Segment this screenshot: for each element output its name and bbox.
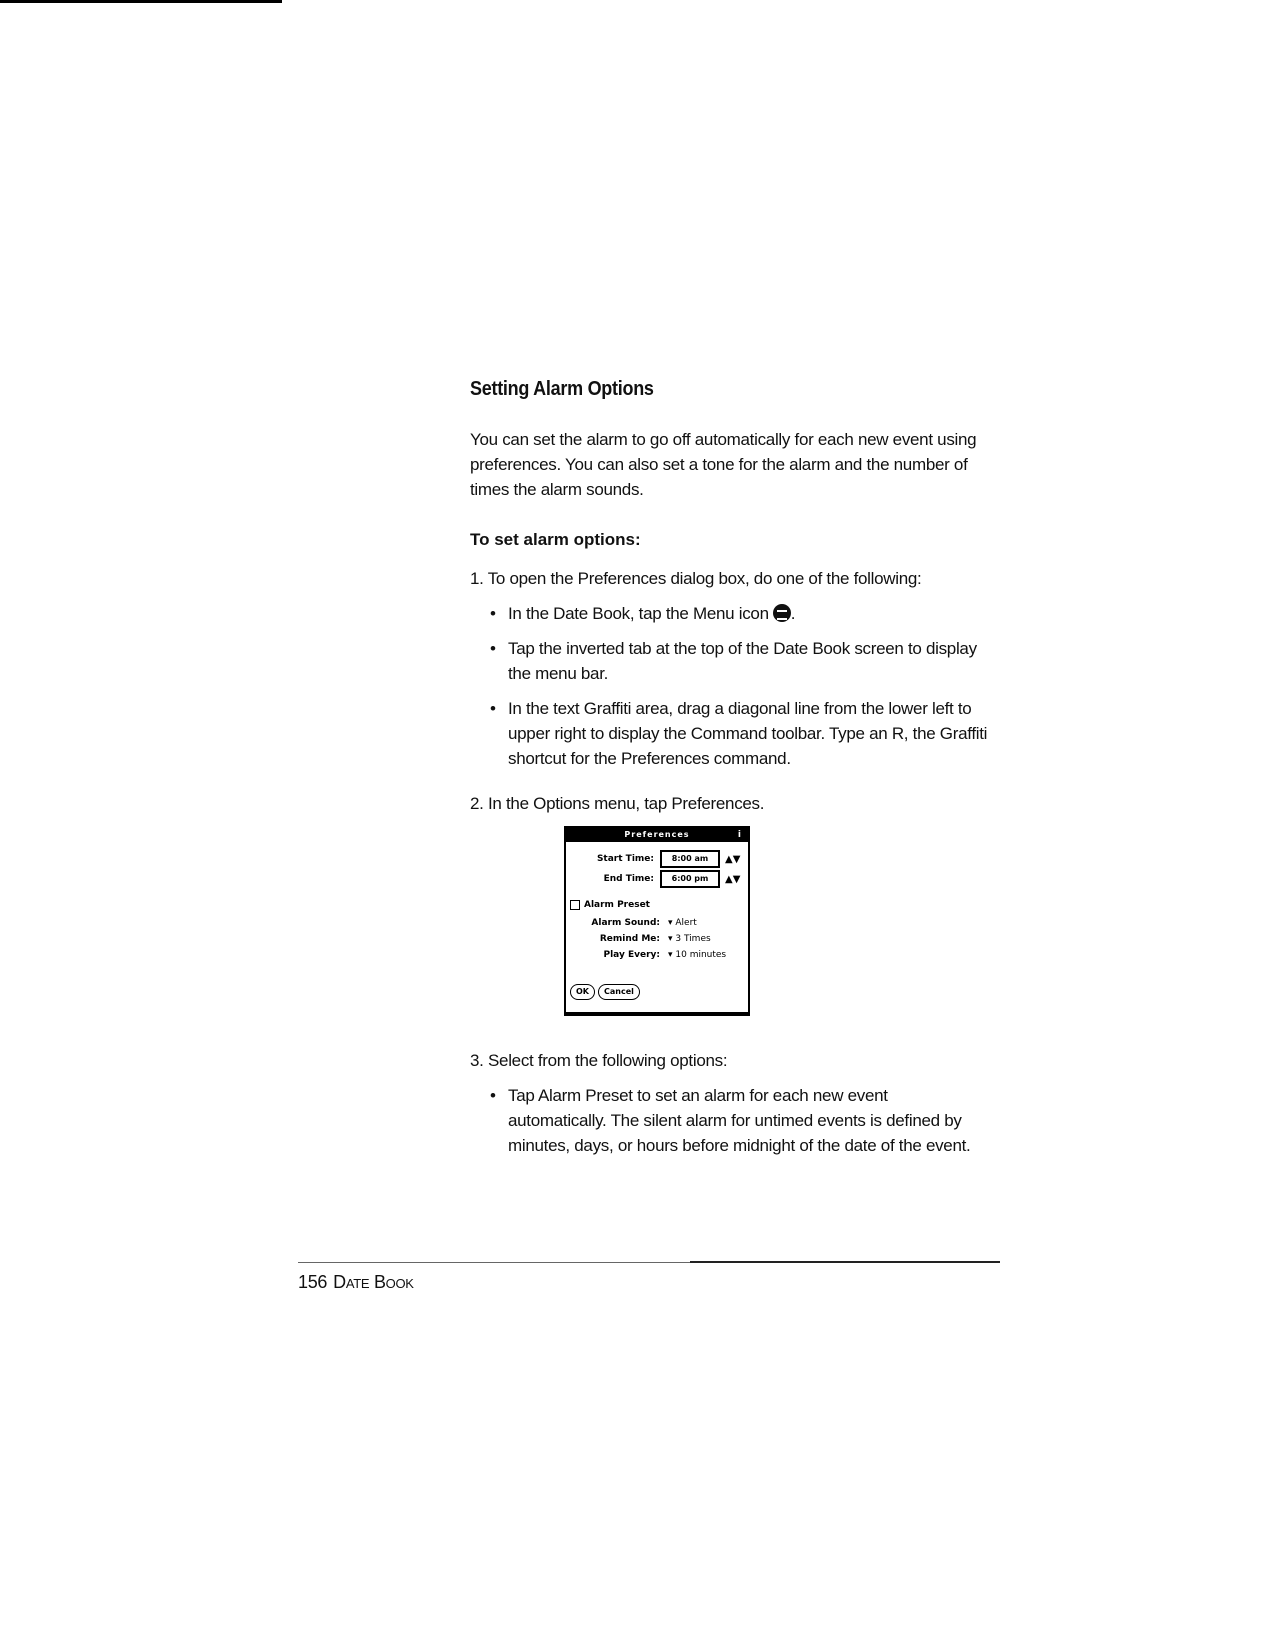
play-every-picker[interactable]: ▾ 10 minutes	[668, 950, 727, 960]
alarm-sound-picker[interactable]: ▾ Alert	[668, 918, 697, 928]
end-time-label: End Time:	[603, 874, 654, 884]
page-content	[470, 378, 990, 1178]
ok-button[interactable]: OK	[570, 984, 595, 1000]
bullet-text-end: .	[790, 604, 796, 623]
footer-divider-accent	[690, 1261, 1000, 1263]
step-3-options	[470, 1083, 990, 1158]
intro-paragraph: You can set the alarm to go off automatically for each new event using preferences. You can also set a tone for the alarm and the number of times the alarm sounds.	[470, 430, 977, 499]
remind-me-picker[interactable]: ▾ 3 Times	[668, 934, 711, 944]
dialog-title: Preferences	[624, 830, 690, 839]
footer-section-name: Date Book	[333, 1272, 414, 1292]
step-2: 2. In the Options menu, tap Preferences.	[470, 794, 765, 813]
info-icon: i	[737, 830, 742, 840]
alarm-preset-row[interactable]	[570, 900, 650, 910]
start-time-field[interactable]: 8:00 am	[660, 850, 720, 868]
end-time-row	[570, 870, 740, 888]
alarm-sound-label: Alarm Sound:	[591, 918, 660, 928]
list-item	[490, 601, 990, 626]
remind-me-row	[570, 934, 711, 944]
scan-edge-line	[0, 0, 282, 3]
page-number: 156	[298, 1272, 328, 1292]
dialog-buttons	[570, 984, 643, 1000]
checkbox-icon[interactable]	[570, 900, 580, 910]
play-every-label: Play Every:	[603, 950, 660, 960]
list-item: • In the text Graffiti area, drag a diagonal line from the lower left to upper right to display the Command toolbar. Type an R, the Graffiti shortcut for the Preferences command.	[490, 696, 990, 771]
start-time-row	[570, 850, 740, 868]
page-footer	[298, 1272, 414, 1293]
end-time-field[interactable]: 6:00 pm	[660, 870, 720, 888]
menu-icon	[773, 604, 791, 622]
step-1: 1. To open the Preferences dialog box, do one of the following:	[470, 569, 922, 588]
remind-me-label: Remind Me:	[599, 934, 660, 944]
preferences-dialog-screenshot	[564, 826, 750, 1016]
start-time-label: Start Time:	[596, 854, 654, 864]
alarm-sound-row	[570, 918, 697, 928]
up-down-arrows-icon[interactable]: ▲▼	[725, 873, 741, 885]
procedure-heading: To set alarm options:	[470, 530, 641, 549]
up-down-arrows-icon[interactable]: ▲▼	[725, 853, 741, 865]
step-3: 3. Select from the following options:	[470, 1051, 728, 1070]
step-1-options	[470, 601, 990, 771]
cancel-button[interactable]: Cancel	[598, 984, 640, 1000]
section-heading: Setting Alarm Options	[470, 378, 654, 400]
bullet-text: In the Date Book, tap the Menu icon	[508, 604, 769, 623]
play-every-row	[570, 950, 726, 960]
alarm-preset-label: Alarm Preset	[584, 900, 650, 910]
dialog-title-bar	[566, 828, 748, 842]
list-item: • Tap the inverted tab at the top of the Date Book screen to display the menu bar.	[490, 636, 990, 686]
list-item: • Tap Alarm Preset to set an alarm for each new event automatically. The silent alarm for untimed events is defined by minutes, days, or hours before midnight of the date of the event.	[490, 1083, 990, 1158]
